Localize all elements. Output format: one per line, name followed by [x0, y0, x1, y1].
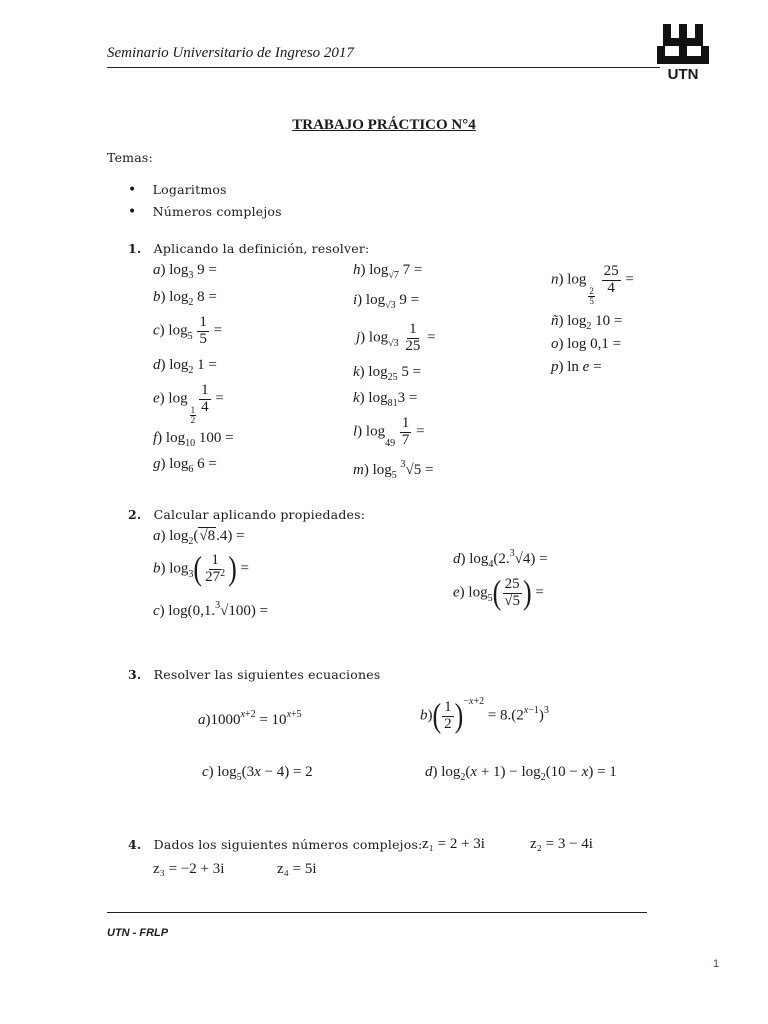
complex-z3: z₃ = −2 + 3i: [153, 861, 225, 877]
utn-logo: [653, 22, 713, 84]
footer-rule: [107, 912, 647, 913]
exercise-1l: l) $\log_{49}$ $\frac{1}{7}$ =: [353, 415, 425, 449]
exercise-2c: c) log(0,1.$^3$√100) =: [153, 600, 269, 619]
exercise-1a: a) $\log_3 9$ =: [153, 262, 217, 281]
temas-label: Temas:: [107, 150, 153, 165]
footer-text: UTN - FRLP: [107, 927, 169, 939]
exercise-1g: g) $\log_6 6$ =: [153, 456, 217, 475]
list-item-label: Logaritmos: [152, 182, 227, 197]
exercise-1j: j) $\log_{√3}$ $\frac{1}{25}$ =: [356, 321, 436, 354]
section-3-heading: [128, 667, 380, 682]
exercise-1b: b) $\log_2 8$ =: [153, 289, 217, 308]
exercise-2a: a) $\log_2(√8.4)$ =: [153, 528, 245, 547]
section-text: Aplicando la definición, resolver:: [153, 241, 370, 256]
list-item: [128, 204, 282, 220]
list-item: [128, 182, 282, 198]
exercise-2d: d) $\log_4(2.^3√4)$ =: [453, 548, 548, 570]
header-rule: [107, 67, 660, 68]
section-4-heading: [128, 837, 423, 852]
exercise-1n: n) log $\frac{2}{5}$ $\frac{25}{4}$ =: [551, 263, 634, 306]
exercise-1c: c) $\log_5$ $\frac{1}{5}$ =: [153, 314, 223, 347]
exercise-1p: p) ln e =: [551, 359, 602, 375]
exercise-1o: o) log 0,1 =: [551, 336, 622, 352]
exercise-1i: i) $\log_{√3} 9$ =: [353, 292, 420, 311]
header-title: Seminario Universitario de Ingreso 2017: [107, 45, 354, 61]
complex-z1: z₁ = 2 + 3i: [422, 836, 485, 852]
exercise-3a: $a)1000^{x+2} = 10^{x+5}$: [198, 709, 302, 728]
section-number: 3.: [128, 667, 142, 682]
section-text: Dados los siguientes números complejos:: [153, 837, 423, 852]
bullet-icon: •: [128, 204, 137, 220]
exercise-3b: b)( $\frac{1}{2}$ )$^{-x+2} = 8.(2^{x-1})^3$: [420, 695, 549, 735]
section-1-heading: [128, 241, 369, 256]
section-number: 2.: [128, 507, 142, 522]
utn-logo-text: UTN: [667, 66, 699, 83]
exercise-3c: c) $\log_5(3x - 4) = 2$: [202, 764, 313, 783]
section-text: Resolver las siguientes ecuaciones: [153, 667, 381, 682]
exercise-1enye: ñ) $\log_2 10$ =: [551, 313, 623, 332]
list-item-label: Números complejos: [152, 204, 282, 219]
exercise-1k: k) $\log_{25} 5$ =: [353, 364, 422, 383]
page-number: 1: [713, 958, 720, 970]
bullet-list: [128, 182, 282, 220]
exercise-1m: m) $\log_5 ^3√5$ =: [353, 459, 434, 481]
exercise-2b: b) $\log_3$( $\frac{1}{27^2}$ ) =: [153, 549, 249, 588]
exercise-1h: h) $\log_{√7} 7$ =: [353, 262, 423, 281]
exercise-2e: e) $\log_5$( $\frac{25}{√5}$ ) =: [453, 573, 544, 612]
exercise-1e: e) log $\frac{1}{2}$ $\frac{1}{4}$ =: [153, 382, 224, 425]
exercise-1d: d) $\log_2 1$ =: [153, 357, 217, 376]
section-2-heading: [128, 507, 365, 522]
complex-z2: z₂ = 3 − 4i: [530, 836, 593, 852]
exercise-1f: f) $\log_{10} 100$ =: [153, 430, 234, 449]
complex-z4: z₄ = 5i: [277, 861, 317, 877]
exercise-1k2: k) $\log_{81}3$ =: [353, 390, 418, 409]
document-title: TRABAJO PRÁCTICO N°4: [292, 117, 476, 133]
section-text: Calcular aplicando propiedades:: [153, 507, 366, 522]
bullet-icon: •: [128, 182, 137, 198]
exercise-3d: d) $\log_2(x + 1) - \log_2(10 - x) = 1$: [425, 764, 617, 783]
section-number: 1.: [128, 241, 142, 256]
section-number: 4.: [128, 837, 142, 852]
